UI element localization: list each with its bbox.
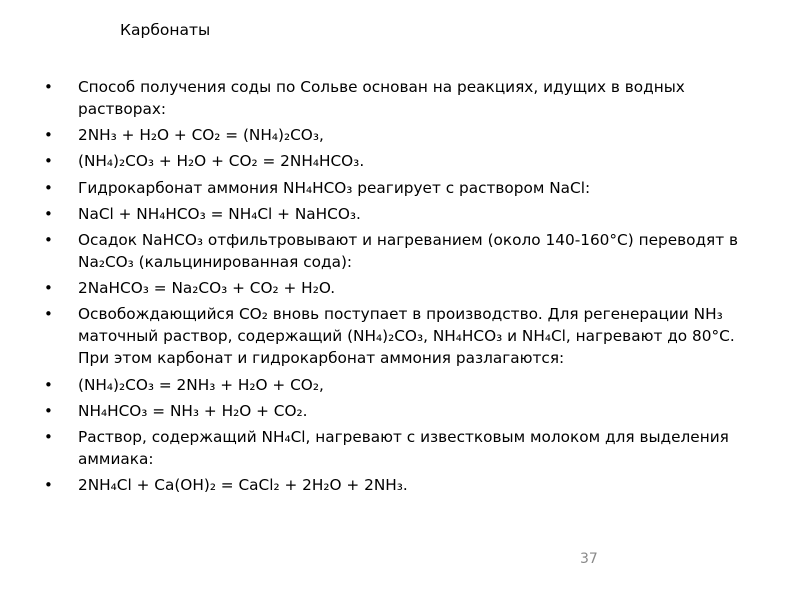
page-number: 37 — [580, 551, 598, 567]
bullet-dot: • — [44, 204, 53, 223]
bullet-dot: • — [44, 152, 53, 171]
slide-title: Карбонаты — [120, 21, 211, 39]
bullet-dot: • — [44, 305, 53, 324]
bullet-text: Осадок NaHCO₃ отфильтровывают и нагреванием (около 140-160°C) переводят в Na₂CO₃ (кальцинированная сода): — [78, 230, 739, 271]
bullet-item — [0, 426, 800, 470]
bullet-item — [0, 374, 800, 396]
bullet-item — [0, 124, 800, 146]
bullet-item — [0, 229, 800, 273]
bullet-text: (NH₄)₂CO₃ = 2NH₃ + H₂O + CO₂, — [78, 375, 324, 394]
bullet-text: NH₄HCO₃ = NH₃ + H₂O + CO₂. — [78, 401, 308, 420]
bullet-text: 2NH₄Cl + Ca(OH)₂ = CaCl₂ + 2H₂O + 2NH₃. — [78, 476, 408, 495]
bullet-dot: • — [44, 178, 53, 197]
bullet-dot: • — [44, 401, 53, 420]
bullet-item — [0, 474, 800, 496]
bullet-text: Способ получения соды по Сольве основан на реакциях, идущих в водных растворах: — [78, 78, 685, 118]
bullet-text: 2NH₃ + H₂O + CO₂ = (NH₄)₂CO₃, — [78, 126, 324, 145]
bullet-text: (NH₄)₂CO₃ + H₂O + CO₂ = 2NH₄HCO₃. — [78, 152, 365, 171]
bullet-item — [0, 177, 800, 199]
bullet-item — [0, 150, 800, 172]
bullet-dot: • — [44, 279, 53, 298]
bullet-dot: • — [44, 375, 53, 394]
bullet-dot: • — [44, 126, 53, 145]
bullet-dot: • — [44, 427, 53, 446]
bullet-dot: • — [44, 78, 53, 96]
bullet-item — [0, 277, 800, 299]
bullet-dot: • — [44, 476, 53, 495]
bullet-list — [0, 76, 800, 500]
bullet-text: Освобождающийся CO₂ вновь поступает в производство. Для регенерации NH₃ маточный раствор, содержащий (NH₄)₂CO₃, NH₄HCO₃ и NH₄Cl, нагревают до 80°C. При этом карбонат и гидрокарбонат аммония разлагаются: — [78, 305, 735, 368]
bullet-item — [0, 400, 800, 422]
bullet-text: Раствор, содержащий NH₄Cl, нагревают с известковым молоком для выделения аммиака: — [78, 427, 729, 468]
bullet-text: 2NaHCO₃ = Na₂CO₃ + CO₂ + H₂O. — [78, 279, 336, 298]
bullet-item — [0, 203, 800, 225]
bullet-text: Гидрокарбонат аммония NH₄HCO₃ реагирует с раствором NaCl: — [78, 178, 591, 197]
bullet-item — [0, 303, 800, 369]
bullet-text: NaCl + NH₄HCO₃ = NH₄Cl + NaHCO₃. — [78, 204, 361, 223]
bullet-item — [0, 76, 800, 120]
bullet-dot: • — [44, 230, 53, 249]
